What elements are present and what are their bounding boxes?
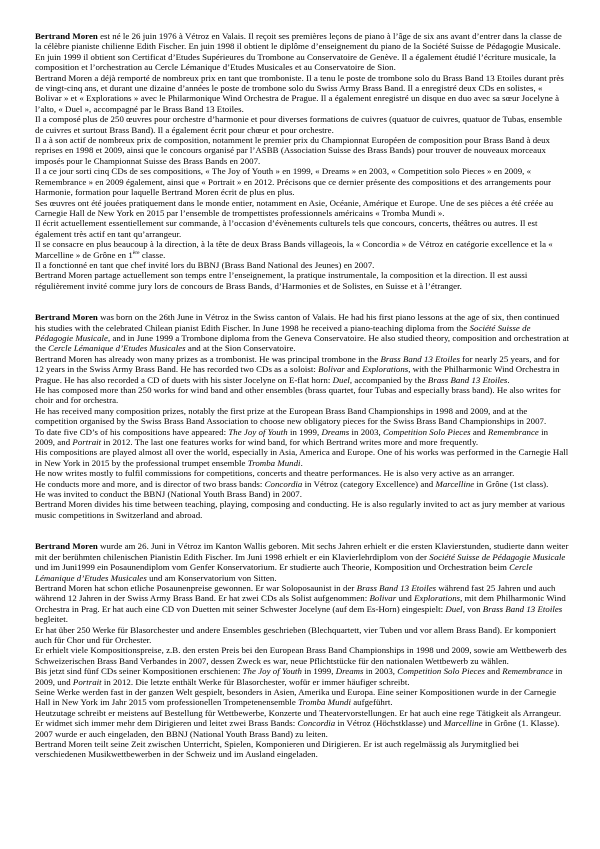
text-run: in 2012. Die letzte enthält Werke für Blasorchester, wofür er immer häufiger schreibt. (101, 676, 410, 687)
text-run: for nearly 25 years, and for 12 years in the Swiss Army Brass Band. He has recorded two CDs as a soloist: (35, 353, 560, 375)
bio-paragraph (35, 687, 570, 708)
text-run: Bertrand Moren (35, 31, 98, 41)
text-run: Bertrand Moren divides his time between teaching, playing, composing and conducting. He is also regularly invited to act as jury member at various music competitions in Switzerland and abroad. (35, 499, 565, 520)
bio-paragraph (35, 729, 570, 739)
text-run: Portrait (72, 676, 102, 687)
text-run: und am Konservatorium von Sitten. (146, 572, 277, 583)
text-run: Il se consacre en plus beaucoup à la direction, à la tête de deux Brass Bands villageois, la « Concordia » de Vétroz en catégorie excellence et la « Marcelline » de Grône en 1 (35, 239, 553, 260)
bio-paragraph (35, 489, 570, 499)
text-run: Bertrand Moren (35, 312, 98, 323)
bio-paragraph (35, 406, 570, 427)
text-run: während fast 25 Jahren und auch während 12 Jahren in der Swiss Army Brass Band. Er hat zwei CDs als Solist aufgenommen: (35, 582, 556, 604)
text-run: Cercle Lémanique d’Etudes Musicales (48, 343, 186, 354)
bio-paragraph (35, 114, 570, 135)
text-run: Dreams (335, 666, 364, 677)
text-run: classe. (139, 249, 166, 260)
text-run: Brass Band 13 Etoiles (356, 582, 437, 593)
text-run: in 1999, (287, 426, 322, 437)
text-run: His compositions are played almost all over the world, especially in Asia, America and Europe. One of his works was performed in the Carnegie Hall in New York in 2015 by the professional trumpet ensemble (35, 447, 569, 468)
bio-paragraph (35, 739, 570, 760)
text-run: Marcelline (443, 718, 483, 729)
text-run: . (507, 374, 510, 385)
text-run: He was invited to conduct the BBNJ (National Youth Brass Band) in 2007. (35, 489, 302, 500)
bio-paragraph (35, 708, 570, 718)
text-run: Er hat über 250 Werke für Blasorchester und andere Ensembles geschrieben (Blechquartett, vier Tuben und vor allem Brass Band). Er komponiert auch für Chor und für Orchester. (35, 624, 557, 645)
text-run: , and in June 1999 a Trombone diploma from the Geneva Conservatoire. He also studied theory, composition and orchestration at the (35, 332, 570, 354)
text-run: in 2009, und (35, 666, 563, 687)
text-run: und im Juni1999 ein Posaunendiplom vom Genfer Konservatorium. Er studierte auch Theorie, Komposition und Orchestration beim (35, 562, 510, 573)
text-run: Bertrand Moren teilt seine Zeit zwischen Unterricht, Spielen, Komponieren und Dirigieren. Er ist auch regelmässig als Jurymitglied bei verschiedenen Musikwettbewerben in der Schweiz und im Ausland eingeladen. (35, 739, 520, 760)
bio-paragraph (35, 447, 570, 468)
text-run: Société Suisse de Pédagogie Musicale (35, 322, 531, 343)
bio-paragraph (35, 198, 570, 219)
text-run: est né le 26 juin 1976 à Vétroz en Valais. Il reçoit ses premières leçons de piano à l’âge de six ans avant d’entrer dans la classe de la célèbre pianiste chilienne Edith Fischer. En juin 1998 il obtient le diplôme d’enseignement du piano de la Société Suisse de Pédagogie Musicale. En juin 1999 il obtient son Certificat d’Etudes Supérieures du Trombone au Conservatoire de Genève. Il a également étudié l’écriture musicale, la composition et l’orchestration au Cercle Lémanique d’Etudes Musicales et au Conservatoire de Sion. (35, 31, 562, 73)
text-run: Marcelline (435, 478, 475, 489)
bio-paragraph (35, 312, 570, 354)
bio-paragraph (35, 166, 570, 197)
text-run: Ses œuvres ont été jouées pratiquement dans le monde entier, notamment en Asie, Océanie, Amérique et Europe. Une de ses pièces a été créée au Carnegie Hall de New York en 2015 par l’ensemble de trompettistes professionnels américains « Tromba Mundi ». (35, 197, 554, 218)
text-run: He has composed more than 250 works for wind band and other ensembles (brass quartet, four Tubas and especially brass band). He also writes for choir and for orchestra. (35, 385, 561, 406)
text-run: Seine Werke werden fast in der ganzen Welt gespielt, besonders in Asien, Amerika und Europa. Eine seiner Kompositionen wurde in der Carnegie Hall in New York im Jahr 2015 vom professionellen Trompetenensemble (35, 686, 557, 708)
text-run: Il a composé plus de 250 œuvres pour orchestre d’harmonie et pour diverses formations de cuivres (quatuor de cuivres, quatuor de Tubas, ensemble de cuivres et surtout Brass Band). Il a également écrit pour chœur et pour orchestre. (35, 114, 563, 135)
bio-paragraph (35, 583, 570, 625)
bio-paragraph (35, 625, 570, 646)
bio-paragraph (35, 270, 570, 291)
text-run: Brass Band 13 Etoiles (380, 353, 460, 364)
text-run: Competition Solo Pieces (397, 666, 485, 677)
bio-paragraph (35, 468, 570, 478)
text-run: Bis jetzt sind fünf CDs seiner Kompositionen erschienen: (35, 666, 243, 677)
text-run: Er widmet sich immer mehr dem Dirigieren und leitet zwei Brass Bands: (35, 718, 298, 729)
text-run: The Joy of Youth (228, 426, 288, 437)
text-run: Bertrand Moren has already won many prizes as a trombonist. He was principal trombone in the (35, 353, 381, 364)
text-run: wurde am 26. Juni in Vétroz im Kanton Wallis geboren. Mit sechs Jahren erhielt er die ersten Klavierstunden, studierte dann weiter mit der berühmten chilenischen Pianistin Edith Fischer. Im Juni 1998 erhielt er ein Klavierlehrdiplom von der (35, 541, 569, 562)
text-run: Duel (445, 603, 463, 614)
text-run: , accompanied by the (349, 374, 428, 385)
text-run: aufgeführt. (350, 697, 393, 708)
text-run: and (344, 364, 363, 375)
bio-paragraph (35, 354, 570, 385)
document-content (35, 31, 570, 781)
bio-paragraph (35, 645, 570, 666)
text-run: and (484, 666, 503, 677)
bio-paragraph (35, 385, 570, 406)
text-run: in Vétroz (category Excellence) and (302, 478, 436, 489)
text-run: Bertrand Moren hat schon etliche Posaunenpreise gewonnen. Er war Soloposaunist in der (35, 582, 357, 593)
text-run: Il a ce jour sorti cinq CDs de ses compositions, « The Joy of Youth » en 1999, « Dreams » en 2003, « Competition solo Pieces » en 2009, « Remembrance » en 2009 également, ainsi que « Portrait » en 2012. Précisons que ce dernier présente des compositions et des arrangements pour Harmonie, formation pour laquelle Bertrand Moren écrit de plus en plus. (35, 166, 552, 198)
text-run: Brass Band 13 Etoiles (482, 603, 563, 614)
bio-paragraph (35, 499, 570, 520)
text-run: To date five CD’s of his compositions have appeared: (35, 426, 229, 437)
bio-paragraph (35, 427, 570, 448)
text-run: Remembrance (488, 426, 539, 437)
text-run: Remembrance (502, 666, 554, 677)
text-run: Bolivar (369, 593, 397, 604)
bio-paragraph (35, 260, 570, 270)
text-run: Concordia (264, 478, 303, 489)
text-run: Er erhielt viele Kompositionspreise, z.B. den ersten Preis bei den European Brass Band Championships in 1998 und 2009, sowie am Wettbewerb des Schweizerischen Brass Band Verbandes in 2007, dessen Zweck es war, neue Pflichtstücke für den nationalen Wettbewerb zu wählen. (35, 645, 567, 666)
bio-paragraph (35, 73, 570, 115)
text-run: Bolivar (318, 364, 345, 375)
text-run: ère (132, 249, 140, 256)
text-run: in Grône (1st class). (474, 478, 549, 489)
bio-paragraph (35, 718, 570, 728)
bio-paragraph (35, 541, 570, 583)
bio-paragraph (35, 135, 570, 166)
text-run: Société Suisse de Pédagogie Musicale (429, 551, 566, 562)
text-run: , mit dem Philharmonic Wind Orchestra in Prag. Er hat auch eine CD von Duetten mit seiner Schwester Jocelyne (auf dem Es-Horn) eingespielt: (35, 593, 566, 614)
text-run: Dreams (321, 426, 350, 437)
text-run: Heutzutage schreibt er meistens auf Bestellung für Wettbewerbe, Konzerte und Theatervorstellungen. Er hat auch eine rege Tätigkeit als Arrangeur. (35, 707, 562, 718)
bio-paragraph (35, 239, 570, 260)
text-run: begleitet. (35, 614, 68, 625)
text-run: was born on the 26th June in Vétroz in the Swiss canton of Valais. He had his first piano lessons at the age of six, then continued his studies with the celebrated Chilean pianist Edith Fischer. In June 1998 he received a piano-teaching diploma from the (35, 312, 560, 333)
bio-paragraph (35, 479, 570, 489)
text-run: , von (462, 603, 483, 614)
text-run: He conducts more and more, and is director of two brass bands: (35, 478, 265, 489)
text-run: and (470, 426, 489, 437)
text-run: Il a à son actif de nombreux prix de composition, notamment le premier prix du Championnat Européen de composition pour Brass Band à deux reprises en 1998 et 2009, ainsi que le concours organisé par l’ASBB (Association Suisse des Brass Bands) pour trouver de nouveaux morceaux imposés pour le Championnat Suisse des Brass Bands en 2007. (35, 135, 550, 166)
text-run: Tromba Mundi (247, 457, 301, 468)
bio-section-german (35, 541, 570, 760)
text-run: in Vétroz (Höchstklasse) und (335, 718, 444, 729)
text-run: in 2012. The last one features works for wind band, for which Bertrand writes more and more frequently. (101, 437, 479, 448)
text-run: Cercle Lémanique d’Etudes Musicales (35, 562, 533, 583)
text-run: in 1999, (301, 666, 336, 677)
text-run: Il écrit actuellement essentiellement sur commande, à l’occasion d’évènements culturels tels que concours, concerts, théâtres ou autres. Il est également très actif en tant qu’arrangeur. (35, 218, 538, 239)
text-run: He now writes mostly to fulfil commissions for competitions, concerts and theatre performances. He is also very active as an arranger. (35, 468, 515, 479)
text-run: in 2003, (349, 426, 384, 437)
text-run: Portrait (72, 437, 102, 448)
text-run: Il a fonctionné en tant que chef invité lors du BBNJ (Brass Band National des Jeunes) en 2007. (35, 259, 375, 270)
text-run: Bertrand Moren a déjà remporté de nombreux prix en tant que tromboniste. Il a tenu le poste de trombone solo du Brass Band 13 Etoiles durant près de vingt-cinq ans, et durant une dizaine d’années le poste de trombone solo du Swiss Army Brass Band. Il a enregistré deux CDs en solistes, « Bolivar » et « Explorations » avec le Philarmonique Wind Orchestra de Prague. Il a également enregistré un disque en duo avec sa sœur Jocelyne à l’alto, « Duel », accompagné par le Brass Band 13 Etoiles. (35, 72, 564, 114)
text-run: Brass Band 13 Etoiles (427, 374, 508, 385)
bio-section-english (35, 312, 570, 520)
text-run: Duel (332, 374, 350, 385)
text-run: and at the Sion Conservatoire. (185, 343, 296, 354)
bio-paragraph (35, 218, 570, 239)
text-run: in Grône (1. Klasse). (482, 718, 560, 729)
text-run: Explorations (414, 593, 461, 604)
text-run: Competition Solo Pieces (383, 426, 471, 437)
text-run: Explorations (362, 364, 409, 375)
bio-paragraph (35, 666, 570, 687)
text-run: Concordia (297, 718, 336, 729)
text-run: und (396, 593, 415, 604)
text-run: in 2003, (363, 666, 398, 677)
text-run: , with the Philharmonic Wind Orchestra in Prague. He has also recorded a CD of duets with his sister Jocelyne on E-flat horn: (35, 364, 560, 385)
text-run: Tromba Mundi (298, 697, 351, 708)
bio-paragraph (35, 31, 570, 73)
text-run: The Joy of Youth (242, 666, 302, 677)
text-run: He has received many composition prizes, notably the first prize at the European Brass Band Championships in 1998 and 2009, and at the competition organised by the Swiss Brass Band Association to choose new obligatory pieces for the Swiss Brass Band Championships in 2007. (35, 405, 547, 427)
text-run: in 2009, and (35, 426, 549, 448)
text-run: Bertrand Moren partage actuellement son temps entre l’enseignement, la pratique instrumentale, la composition et la direction. Il est aussi régulièrement invité comme jury lors de concours de Brass Bands, d’Harmonies et de Solistes, en Suisse et à l’étranger. (35, 270, 528, 291)
bio-section-french (35, 31, 570, 291)
text-run: . (300, 457, 303, 468)
text-run: Bertrand Moren (35, 541, 98, 552)
text-run: 2007 wurde er auch eingeladen, den BBNJ (National Youth Brass Band) zu leiten. (35, 728, 328, 739)
